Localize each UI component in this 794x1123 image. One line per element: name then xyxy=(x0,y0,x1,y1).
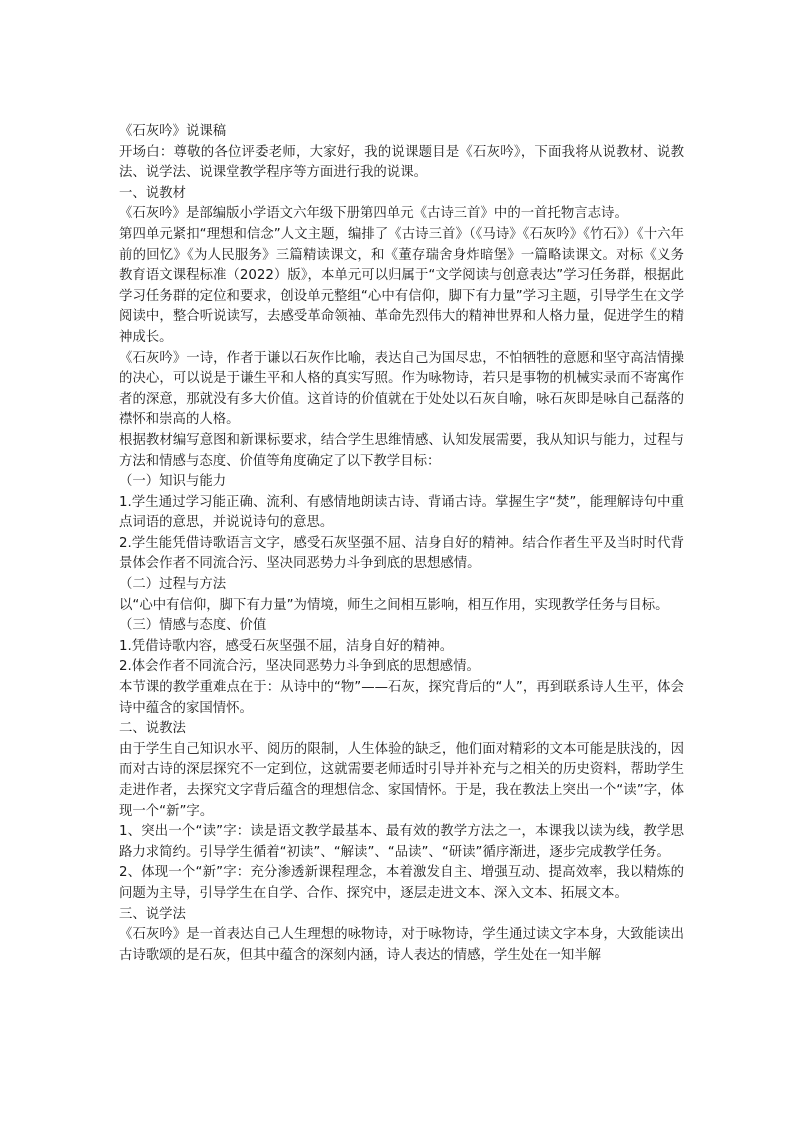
body-paragraph: 《石灰吟》是一首表达自己人生理想的咏物诗，对于咏物诗，学生通过读文字本身，大致能读出古诗歌颂的是石灰，但其中蕴含的深刻内涵，诗人表达的情感，学生处在一知半解 xyxy=(119,927,684,963)
body-paragraph: 本节课的教学重难点在于：从诗中的“物”——石灰，探究背后的“人”，再到联系诗人生平，体会诗中蕴含的家国情怀。 xyxy=(119,680,684,716)
section-heading: 三、说学法 xyxy=(119,906,186,922)
list-item: 2、体现一个“新”字：充分渗透新课程理念，本着激发自主、增强互动、提高效率，我以精炼的问题为主导，引导学生在自学、合作、探究中，逐层走进文本、深入文本、拓展文本。 xyxy=(119,865,684,901)
body-paragraph: 《石灰吟》是部编版小学语文六年级下册第四单元《古诗三首》中的一首托物言志诗。 xyxy=(119,206,628,222)
subsection-heading: （一）知识与能力 xyxy=(119,474,227,490)
body-paragraph: 由于学生自己知识水平、阅历的限制，人生体验的缺乏，他们面对精彩的文本可能是肤浅的，因而对古诗的深层探究不一定到位，这就需要老师适时引导并补充与之相关的历史资料，帮助学生走进作者，去探究文字背后蕴含的理想信念、家国情怀。于是，我在教法上突出一个“读”字，体现一个“新”字。 xyxy=(119,741,684,819)
list-item: 1.凭借诗歌内容，感受石灰坚强不屈，洁身自好的精神。 xyxy=(119,638,454,654)
subsection-heading: （三）情感与态度、价值 xyxy=(119,618,267,634)
document-title: 《石灰吟》说课稿 xyxy=(119,124,227,139)
document-page xyxy=(119,122,684,966)
list-item: 1.学生通过学习能正确、流利、有感情地朗读古诗、背诵古诗。掌握生字“焚”，能理解诗句中重点词语的意思，并说说诗句的意思。 xyxy=(119,494,684,531)
list-item: 1、突出一个“读”字：读是语文教学最基本、最有效的教学方法之一，本课我以读为线，教学思路力求简约。引导学生循着“初读”、“解读”、“品读”、“研读”循序渐进，逐步完成教学任务。 xyxy=(119,824,684,860)
section-heading: 一、说教材 xyxy=(119,185,186,201)
body-paragraph: 以“心中有信仰，脚下有力量”为情境，师生之间相互影响，相互作用，实现教学任务与目标。 xyxy=(119,597,669,613)
body-paragraph: 第四单元紧扣“理想和信念”人文主题，编排了《古诗三首》（《马诗》《石灰吟》《竹石》）《十六年前的回忆》《为人民服务》三篇精读课文，和《董存瑞舍身炸暗堡》一篇略读课文。对标《义务教育语文课程标准（2022）版》，本单元可以归属于“文学阅读与创意表达”学习任务群，根据此学习任务群的定位和要求，创设单元整组“心中有信仰，脚下有力量”学习主题，引导学生在文学阅读中，整合听说读写，去感受革命领袖、革命先烈伟大的精神世界和人格力量，促进学生的精神成长。 xyxy=(119,226,684,345)
list-item: 2.体会作者不同流合污，坚决同恶势力斗争到底的思想感情。 xyxy=(119,659,480,675)
section-heading: 二、说教法 xyxy=(119,721,186,737)
subsection-heading: （二）过程与方法 xyxy=(119,577,227,593)
body-paragraph: 《石灰吟》一诗，作者于谦以石灰作比喻，表达自己为国尽忠，不怕牺牲的意愿和坚守高洁情操的决心，可以说是于谦生平和人格的真实写照。作为咏物诗，若只是事物的机械实录而不寄寓作者的深意，那就没有多大价值。这首诗的价值就在于处处以石灰自喻，咏石灰即是咏自己磊落的襟怀和崇高的人格。 xyxy=(119,350,684,428)
opening-remarks: 开场白：尊敬的各位评委老师，大家好，我的说课题目是《石灰吟》，下面我将从说教材、说教法、说学法、说课堂教学程序等方面进行我的说课。 xyxy=(119,144,684,181)
list-item: 2.学生能凭借诗歌语言文字，感受石灰坚强不屈、洁身自好的精神。结合作者生平及当时时代背景体会作者不同流合污、坚决同恶势力斗争到底的思想感情。 xyxy=(119,535,684,572)
body-paragraph: 根据教材编写意图和新课标要求，结合学生思维情感、认知发展需要，我从知识与能力，过程与方法和情感与态度、价值等角度确定了以下教学目标： xyxy=(119,432,684,469)
